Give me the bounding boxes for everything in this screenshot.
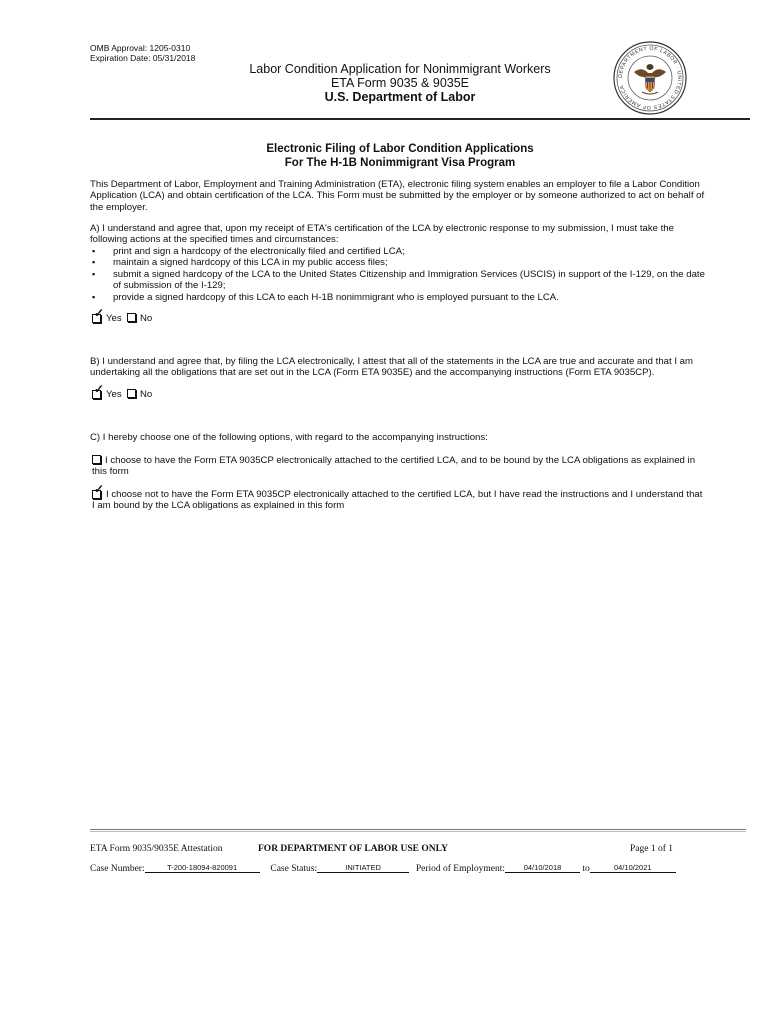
footer-page-number: Page 1 of 1 xyxy=(630,844,674,854)
footer-case-row xyxy=(90,863,676,874)
form-title: Labor Condition Application for Nonimmigrant Workers xyxy=(249,62,551,76)
section-title: Electronic Filing of Labor Condition Applications xyxy=(266,143,534,155)
to-label: to xyxy=(582,864,590,874)
option1-checkbox[interactable] xyxy=(92,455,101,464)
checkmark-icon: ✓ xyxy=(94,482,105,496)
period-to-value: 04/10/2021 xyxy=(590,863,676,873)
no-label: No xyxy=(140,313,153,324)
option1-label: I choose to have the Form ETA 9035CP electronically attached to the certified LCA, and to be bound by the LCA obligations as explained in this form xyxy=(92,455,696,478)
statement-a: A) I understand and agree that, upon my receipt of ETA's certification of the LCA by electronic response to my submission, I must take the following actions at the specified times and circumstances: xyxy=(90,223,674,246)
form-number: ETA Form 9035 & 9035E xyxy=(330,76,470,90)
checkmark-icon: ✓ xyxy=(94,382,105,396)
statement-c-option2 xyxy=(92,482,704,512)
list-item: ▪ print and sign a hardcopy of the electronically filed and certified LCA; xyxy=(90,246,710,257)
checkmark-icon: ✓ xyxy=(94,306,105,320)
period-from-value: 04/10/2018 xyxy=(505,863,580,873)
footer-dol-use: FOR DEPARTMENT OF LABOR USE ONLY xyxy=(258,844,448,854)
statement-b-yes-checkbox[interactable] xyxy=(92,382,105,398)
statement-a-no-checkbox[interactable] xyxy=(127,313,136,322)
statement-c-option1 xyxy=(92,455,704,478)
option2-checkbox[interactable] xyxy=(92,482,105,498)
seal-text: DEPARTMENT OF LABOR · UNITED STATES OF AMERICA xyxy=(617,45,683,111)
statement-c: C) I hereby choose one of the following options, with regard to the accompanying instructions: xyxy=(90,432,488,443)
statement-b-answer xyxy=(92,382,153,400)
case-status-value: INITIATED xyxy=(317,863,409,873)
omb-approval: OMB Approval: 1205-0310 xyxy=(90,43,191,53)
period-label: Period of Employment: xyxy=(415,864,506,874)
no-label: No xyxy=(140,389,153,400)
list-item: ▪ maintain a signed hardcopy of this LCA in my public access files; xyxy=(90,257,710,268)
statement-b-no-checkbox[interactable] xyxy=(127,389,136,398)
statement-a-list xyxy=(90,246,710,303)
list-item: ▪ provide a signed hardcopy of this LCA to each H-1B nonimmigrant who is employed pursuant to the LCA. xyxy=(90,292,710,303)
case-status-label: Case Status: xyxy=(270,864,318,874)
footer-form-name: ETA Form 9035/9035E Attestation xyxy=(90,844,223,854)
footer-divider xyxy=(90,829,746,832)
header-divider xyxy=(90,118,750,120)
department-name: U.S. Department of Labor xyxy=(324,90,476,104)
statement-b: B) I understand and agree that, by filing the LCA electronically, I attest that all of the statements in the LCA are true and accurate and that I am undertaking all the obligations that are set out in the LCA (Form ETA 9035E) and the accompanying instructions (Form ETA 9035CP). xyxy=(90,356,693,379)
case-number-value: T-200-18094-820091 xyxy=(145,863,260,873)
case-number-label: Case Number: xyxy=(90,864,145,874)
option2-label: I choose not to have the Form ETA 9035CP electronically attached to the certified LCA, but I have read the instructions and I understand that I am bound by the LCA obligations as explained in this form xyxy=(92,489,703,512)
statement-a-yes-checkbox[interactable] xyxy=(92,306,105,322)
dol-seal-icon xyxy=(612,40,688,116)
yes-label: Yes xyxy=(106,313,122,324)
yes-label: Yes xyxy=(106,389,122,400)
intro-paragraph: This Department of Labor, Employment and Training Administration (ETA), electronic filing system enables an employer to file a Labor Condition Application (LCA) and obtain certification of the LCA. This Form must be submitted by the employer or by someone authorized to act on behalf of the employer. xyxy=(90,179,705,213)
expiration-date: Expiration Date: 05/31/2018 xyxy=(90,53,196,63)
statement-a-answer xyxy=(92,306,153,324)
section-subtitle: For The H-1B Nonimmigrant Visa Program xyxy=(284,157,516,169)
list-item: ▪ submit a signed hardcopy of the LCA to the United States Citizenship and Immigration Services (USCIS) in support of the I-129, on the date of submission of the I-129; xyxy=(90,269,710,292)
